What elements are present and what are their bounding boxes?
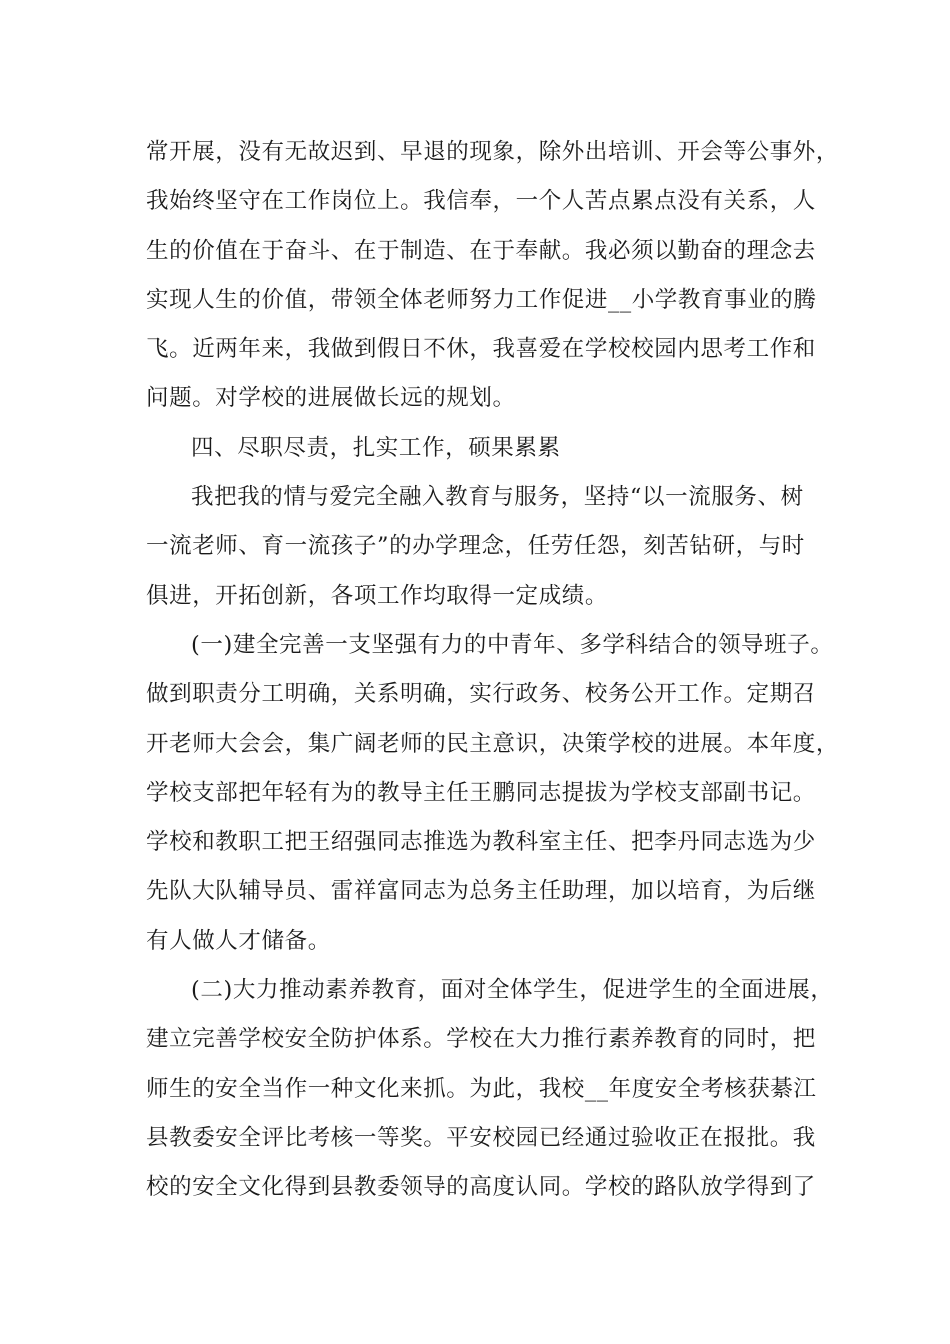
text-line-5: 飞。近两年来，我做到假日不休，我喜爱在学校校园内思考工作和 [146, 336, 816, 363]
subsection-2-line: (二)大力推动素养教育，面对全体学生，促进学生的全面进展， [191, 977, 834, 1004]
text-line-22: 校的安全文化得到县教委领导的高度认同。学校的路队放学得到了 [146, 1174, 816, 1201]
text-line-19: 建立完善学校安全防护体系。学校在大力推行素养教育的同时，把 [146, 1026, 816, 1053]
text-line-21: 县教委安全评比考核一等奖。平安校园已经通过验收正在报批。我 [146, 1124, 816, 1151]
text-line-10: 俱进，开拓创新，各项工作均取得一定成绩。 [146, 582, 609, 609]
text-line-6: 问题。对学校的进展做长远的规划。 [146, 385, 516, 412]
text-line-14: 学校支部把年轻有为的教导主任王鹏同志提拔为学校支部副书记。 [146, 779, 816, 806]
text-line-9: 一流老师、育一流孩子”的办学理念，任劳任怨，刻苦钻研，与时 [146, 533, 805, 560]
subsection-1-line: (一)建全完善一支坚强有力的中青年、多学科结合的领导班子。 [191, 631, 834, 658]
section-heading-4: 四、尽职尽责，扎实工作，硕果累累 [191, 434, 561, 461]
text-line-15: 学校和教职工把王绍强同志推选为教科室主任、把李丹同志选为少 [146, 829, 816, 856]
text-line-3: 生的价值在于奋斗、在于制造、在于奉献。我必须以勤奋的理念去 [146, 237, 816, 264]
text-line-2: 我始终坚守在工作岗位上。我信奉，一个人苦点累点没有关系，人 [146, 188, 816, 215]
text-line-4: 实现人生的价值，带领全体老师努力工作促进__小学教育事业的腾 [146, 286, 817, 313]
text-line-1: 常开展，没有无故迟到、早退的现象，除外出培训、开会等公事外， [146, 139, 840, 165]
text-line-20: 师生的安全当作一种文化来抓。为此，我校__年度安全考核获綦江 [146, 1075, 817, 1102]
text-line-17: 有人做人才储备。 [146, 927, 331, 954]
document-body [146, 128, 840, 1213]
text-line-13: 开老师大会会，集广阔老师的民主意识，决策学校的进展。本年度， [146, 730, 840, 757]
text-line-16: 先队大队辅导员、雷祥富同志为总务主任助理，加以培育，为后继 [146, 878, 816, 905]
text-line-12: 做到职责分工明确，关系明确，实行政务、校务公开工作。定期召 [146, 681, 816, 708]
text-line-8: 我把我的情与爱完全融入教育与服务，坚持“以一流服务、树 [191, 484, 804, 511]
